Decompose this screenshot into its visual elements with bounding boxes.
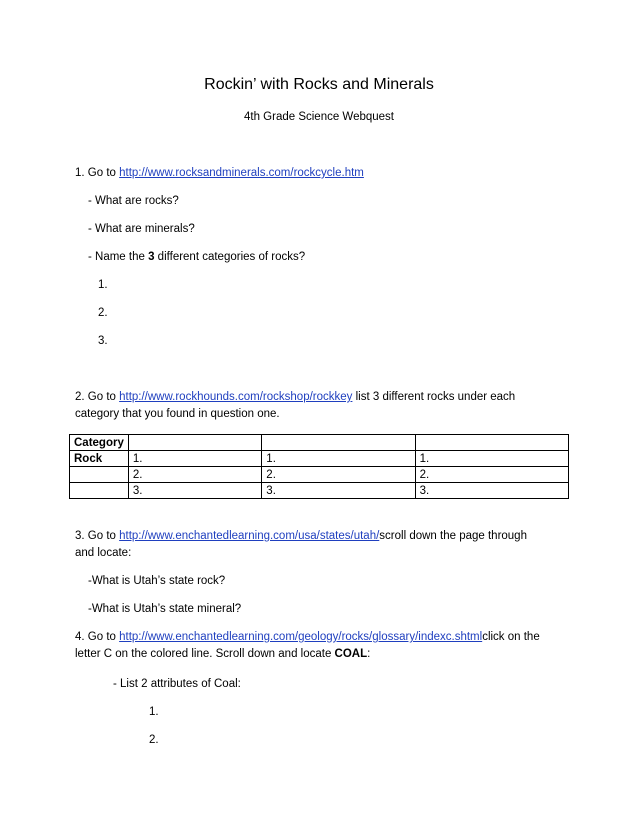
q1-item-2: 2. — [98, 307, 108, 319]
q4-item-2: 2. — [149, 734, 159, 746]
table-cell: 2. — [128, 467, 261, 483]
q1-what-rocks: - What are rocks? — [88, 195, 179, 207]
rock-category-table — [69, 434, 569, 499]
q4-link[interactable]: http://www.enchantedlearning.com/geology/rocks/glossary/indexc.shtml — [119, 631, 483, 643]
q4-item-1: 1. — [149, 706, 159, 718]
table-row — [70, 435, 569, 451]
q4-line2-pre: letter C on the colored line. Scroll down and locate — [75, 648, 335, 660]
q3-prefix: 3. Go to — [75, 530, 120, 542]
question-4 — [75, 631, 540, 643]
table-cell — [70, 483, 129, 499]
q4-attributes: - List 2 attributes of Coal: — [113, 678, 241, 690]
table-cell: 2. — [262, 467, 415, 483]
q1-name-bold: 3 — [148, 251, 155, 263]
table-row — [70, 467, 569, 483]
table-cell — [262, 435, 415, 451]
table-cell: 1. — [415, 451, 568, 467]
q4-prefix: 4. Go to — [75, 631, 120, 643]
table-cell: 1. — [128, 451, 261, 467]
table-cell: 1. — [262, 451, 415, 467]
q3-link[interactable]: http://www.enchantedlearning.com/usa/states/utah/ — [119, 530, 380, 542]
table-cell: 3. — [415, 483, 568, 499]
q3-line2: and locate: — [75, 547, 132, 559]
category-header-cell: Category — [70, 435, 129, 451]
q2-line2: category that you found in question one. — [75, 408, 280, 420]
table-cell: 3. — [128, 483, 261, 499]
q2-suffix: list 3 different rocks under each — [352, 391, 516, 403]
q3-state-rock: -What is Utah’s state rock? — [88, 575, 226, 587]
q1-item-1: 1. — [98, 279, 108, 291]
table-row — [70, 451, 569, 467]
page-subtitle: 4th Grade Science Webquest — [243, 111, 395, 123]
table-cell — [70, 467, 129, 483]
q3-suffix: scroll down the page through — [379, 530, 527, 542]
q1-what-minerals: - What are minerals? — [88, 223, 195, 235]
page-title: Rockin’ with Rocks and Minerals — [204, 76, 434, 93]
q2-prefix: 2. Go to — [75, 391, 120, 403]
table-cell — [415, 435, 568, 451]
table-row — [70, 483, 569, 499]
table-cell — [128, 435, 261, 451]
table-cell: 3. — [262, 483, 415, 499]
q1-name-pre: - Name the — [88, 251, 149, 263]
question-2 — [75, 391, 515, 403]
q1-link[interactable]: http://www.rocksandminerals.com/rockcycle.htm — [119, 167, 364, 179]
q1-item-3: 3. — [98, 335, 108, 347]
q1-name-categories — [88, 251, 305, 263]
question-1 — [75, 167, 364, 179]
q1-prefix: 1. Go to — [75, 167, 120, 179]
q4-line2 — [75, 648, 370, 660]
q1-name-post: different categories of rocks? — [154, 251, 306, 263]
q4-line2-post: : — [367, 648, 371, 660]
q4-suffix: click on the — [482, 631, 540, 643]
rock-header-cell: Rock — [70, 451, 129, 467]
q4-coal-bold: COAL — [334, 648, 368, 660]
q2-link[interactable]: http://www.rockhounds.com/rockshop/rockkey — [119, 391, 353, 403]
question-3 — [75, 530, 527, 542]
q3-state-mineral: -What is Utah’s state mineral? — [88, 603, 242, 615]
table-cell: 2. — [415, 467, 568, 483]
